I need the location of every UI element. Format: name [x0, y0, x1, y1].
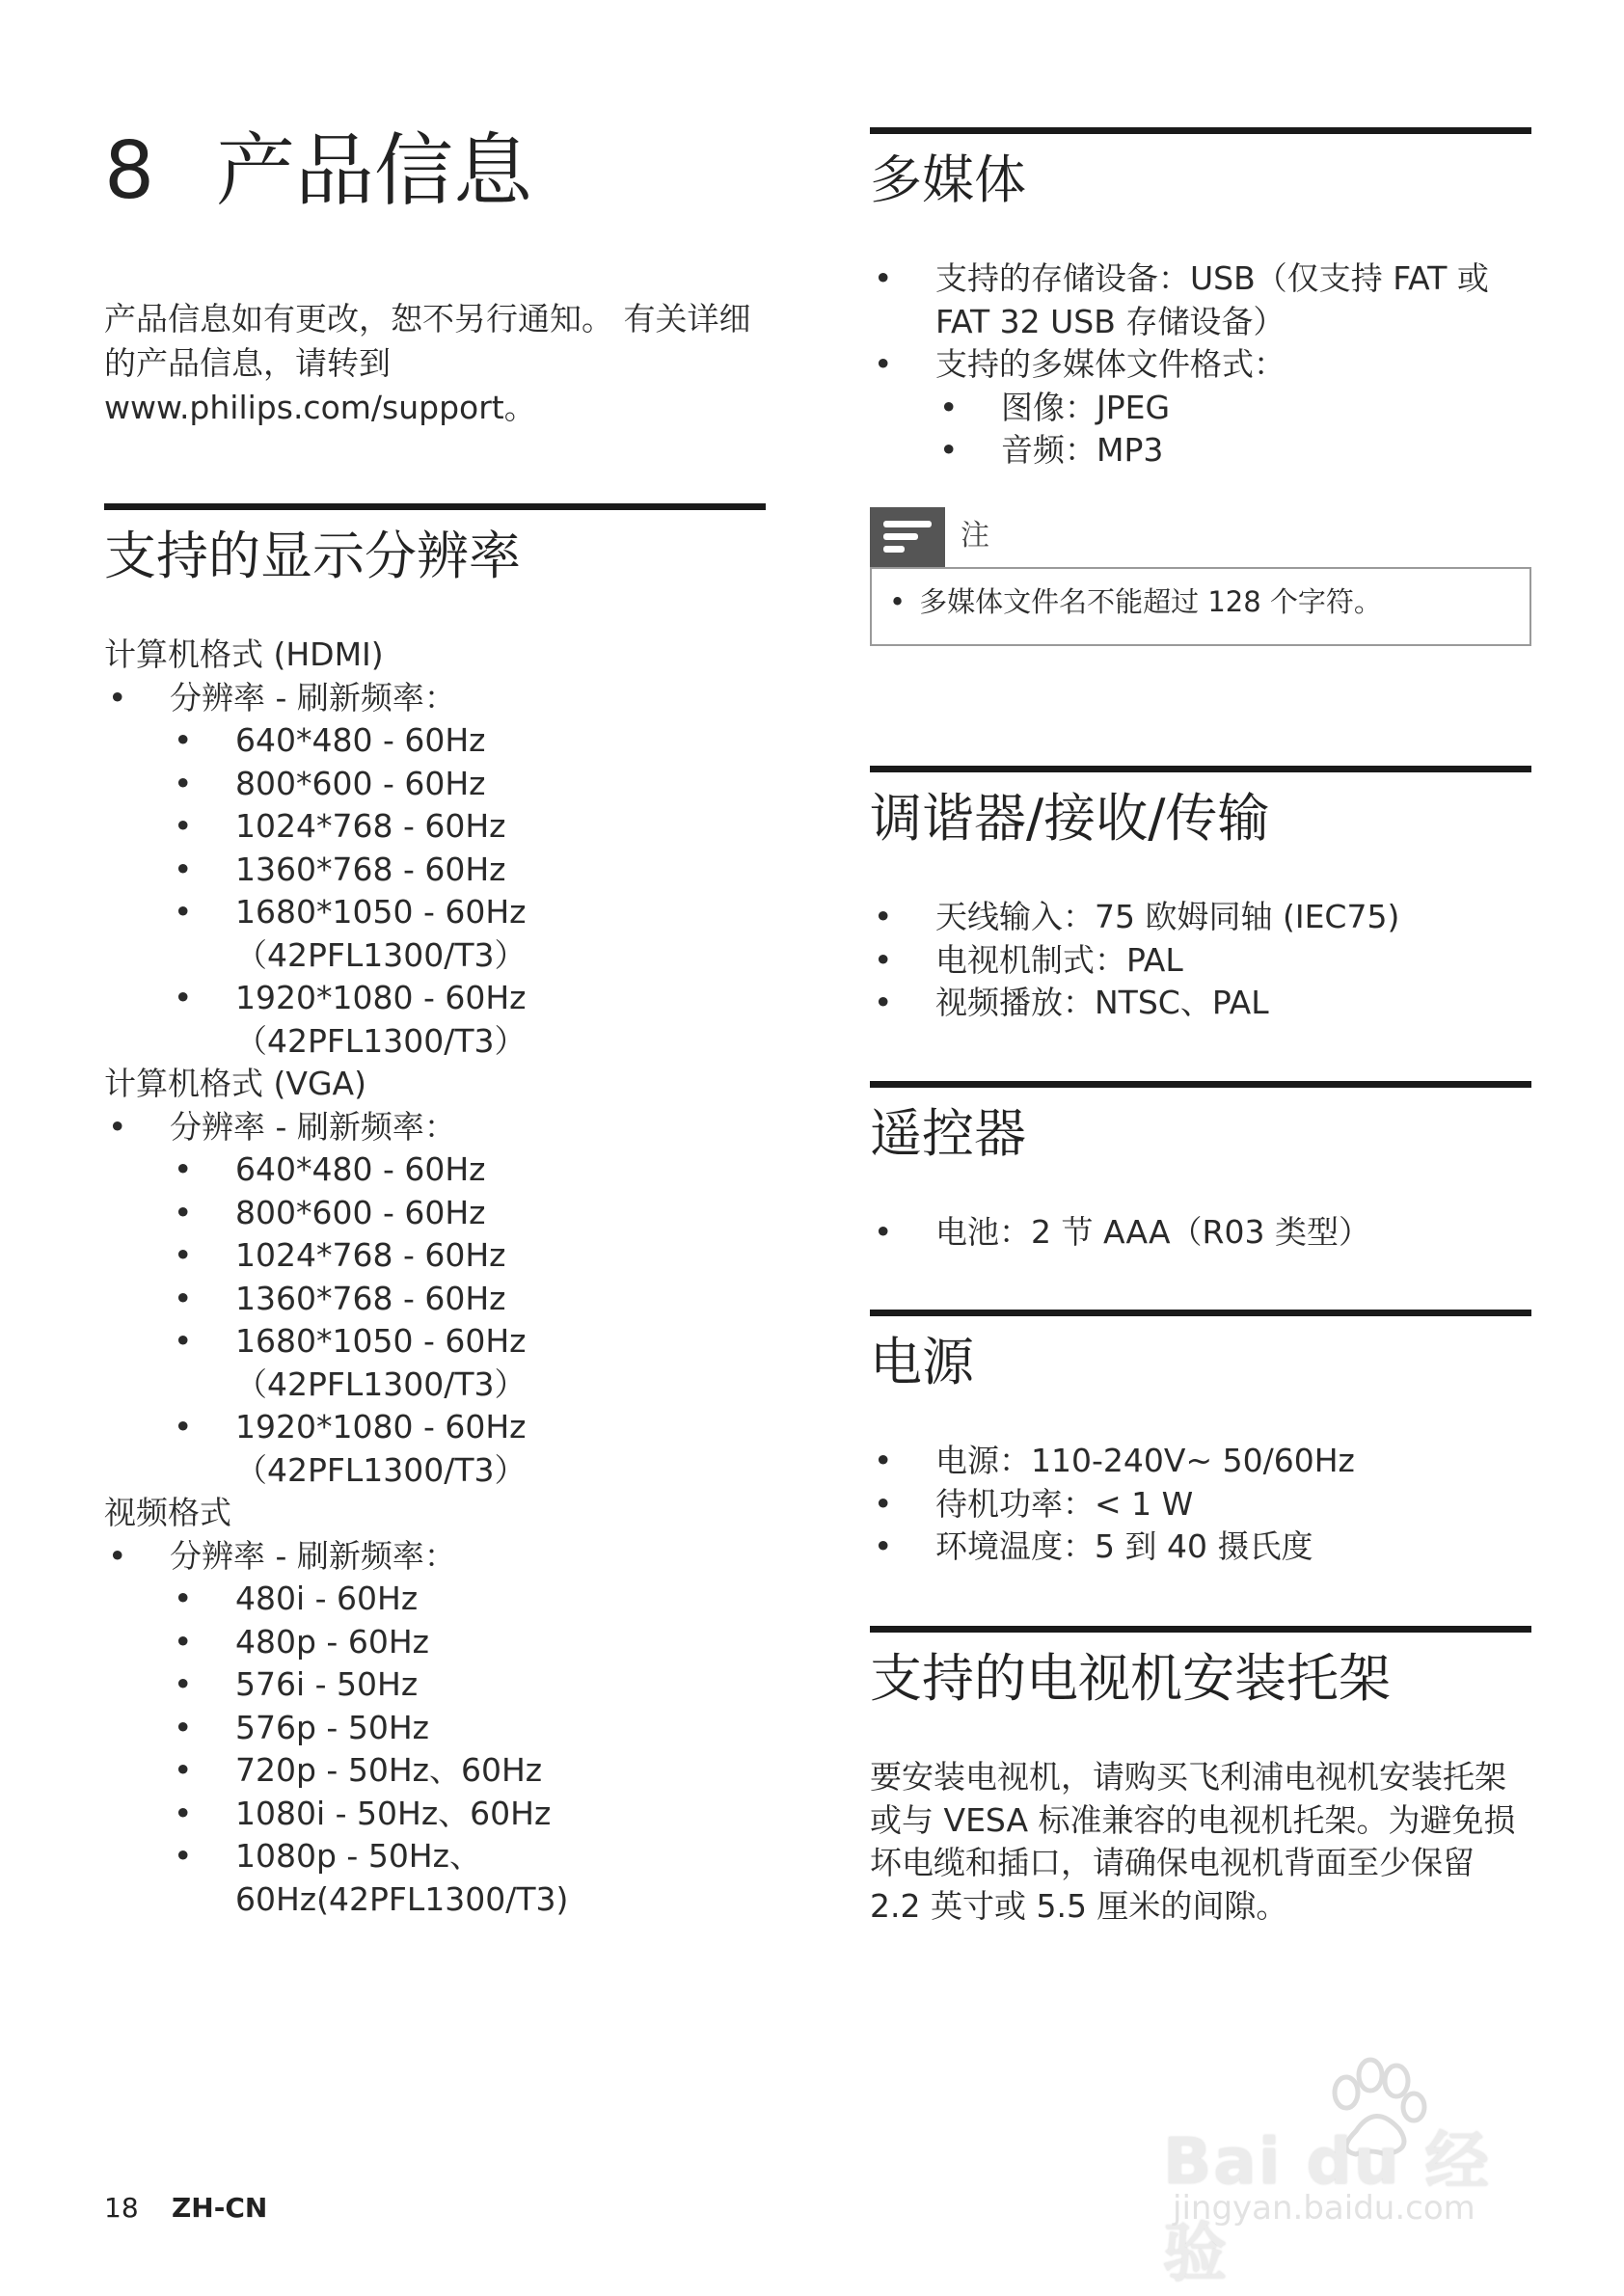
section-tv-mount	[870, 1626, 1531, 1928]
format-audio: 音频：MP3	[1001, 431, 1164, 469]
list-item	[170, 1278, 766, 1321]
list-item-text: 800*600 - 60Hz	[235, 1193, 486, 1231]
list-item	[170, 891, 766, 977]
format-group-label: 计算机格式 (HDMI)	[104, 635, 384, 673]
list-item-text: 1080p - 50Hz、60Hz(42PFL1300/T3)	[235, 1837, 569, 1918]
storage-devices: 支持的存储设备：USB（仅支持 FAT 或 FAT 32 USB 存储设备）	[935, 259, 1489, 340]
format-group-label: 视频格式	[104, 1494, 231, 1531]
list-item	[104, 677, 766, 1064]
format-group-label: 计算机格式 (VGA)	[104, 1065, 366, 1102]
list-item-text: 分辨率 - 刷新频率：	[170, 1107, 456, 1146]
bullet: •	[174, 1279, 193, 1317]
list-item-text: 720p - 50Hz、60Hz	[235, 1751, 543, 1789]
bullet: •	[874, 984, 893, 1021]
chapter-title-text: 产品信息	[216, 125, 533, 217]
note-icon	[870, 507, 945, 567]
watermark-url: jingyan.baidu.com	[1173, 2189, 1475, 2228]
list-item	[170, 1320, 766, 1406]
list-item	[870, 257, 1531, 343]
list-item-text: 640*480 - 60Hz	[235, 721, 486, 759]
bullet: •	[174, 807, 193, 845]
section-body	[870, 1756, 1531, 1928]
list-item	[870, 896, 1531, 939]
list-item	[170, 719, 766, 763]
list-item-text: 480i - 60Hz	[235, 1580, 419, 1617]
list-item-text: 电池：2 节 AAA（R03 类型）	[935, 1213, 1370, 1251]
bullet: •	[874, 1527, 893, 1565]
bullet: •	[174, 1408, 193, 1445]
list-item	[170, 849, 766, 892]
bullet: •	[874, 1484, 893, 1523]
list-item	[170, 1621, 766, 1664]
file-formats-label: 支持的多媒体文件格式：	[935, 345, 1286, 383]
section-heading: 多媒体	[870, 149, 1026, 210]
section-rule	[870, 1081, 1531, 1088]
list-item-text: 1920*1080 - 60Hz（42PFL1300/T3）	[235, 1408, 527, 1489]
section-heading: 支持的显示分辨率	[104, 526, 521, 586]
list-item	[170, 1707, 766, 1750]
list-item	[170, 1406, 766, 1492]
section-rule	[870, 1626, 1531, 1633]
list-item-text: 视频播放：NTSC、PAL	[935, 984, 1269, 1021]
list-item	[870, 1211, 1531, 1255]
list-item-text: 待机功率：< 1 W	[935, 1484, 1194, 1523]
bullet: •	[874, 898, 893, 935]
note-content	[870, 567, 1531, 646]
section-display-resolutions	[104, 503, 766, 1921]
list-item	[170, 1192, 766, 1235]
bullet: •	[174, 1150, 193, 1188]
list-item-text: 800*600 - 60Hz	[235, 764, 486, 802]
list-item-text: 1680*1050 - 60Hz（42PFL1300/T3）	[235, 1322, 527, 1403]
list-item	[170, 1749, 766, 1793]
list-item	[170, 1663, 766, 1707]
list-item-text: 分辨率 - 刷新频率：	[170, 1536, 456, 1575]
page-footer	[104, 2191, 267, 2226]
section-power	[870, 1310, 1531, 1569]
bullet: •	[174, 1322, 193, 1360]
list-item-text: 分辨率 - 刷新频率：	[170, 678, 456, 716]
section-body	[104, 634, 766, 1921]
bullet: •	[108, 678, 127, 716]
list-item	[870, 1440, 1531, 1483]
bullet: •	[108, 1536, 127, 1575]
list-item	[870, 1526, 1531, 1569]
list-item	[170, 1793, 766, 1836]
list-item-text: 576p - 50Hz	[235, 1708, 429, 1746]
page-number: 18	[104, 2192, 139, 2224]
section-body	[870, 1211, 1531, 1255]
bullet: •	[174, 850, 193, 888]
bullet: •	[174, 1193, 193, 1231]
bullet: •	[174, 1708, 193, 1746]
note-text: 多媒体文件名不能超过 128 个字符。	[919, 584, 1382, 618]
bullet: •	[174, 1794, 193, 1832]
section-tuner	[870, 766, 1531, 1025]
section-rule	[104, 503, 766, 510]
list-item	[104, 1106, 766, 1493]
section-heading: 调谐器/接收/传输	[870, 788, 1270, 849]
list-item	[170, 1835, 766, 1921]
bullet: •	[874, 259, 893, 297]
section-multimedia	[870, 127, 1531, 646]
list-item-text: 天线输入：75 欧姆同轴 (IEC75)	[935, 898, 1400, 935]
list-item-text: 1024*768 - 60Hz	[235, 807, 506, 845]
list-item	[104, 1535, 766, 1922]
list-item-text: 1024*768 - 60Hz	[235, 1236, 506, 1274]
section-body	[870, 1440, 1531, 1569]
bullet: •	[874, 940, 893, 979]
list-item	[870, 982, 1531, 1025]
section-heading: 支持的电视机安装托架	[870, 1648, 1391, 1709]
bullet: •	[174, 1622, 193, 1661]
bullet: •	[939, 388, 959, 426]
list-item	[935, 387, 1531, 430]
bullet: •	[174, 1837, 193, 1875]
list-item-text: 1080i - 50Hz、60Hz	[235, 1794, 552, 1832]
bullet: •	[174, 721, 193, 759]
list-item	[170, 977, 766, 1063]
list-item	[170, 1578, 766, 1621]
bullet: •	[889, 584, 907, 618]
section-body	[870, 896, 1531, 1025]
note-header	[870, 507, 1531, 567]
list-item-text: 1360*768 - 60Hz	[235, 1279, 506, 1317]
list-item-text: 1920*1080 - 60Hz（42PFL1300/T3）	[235, 979, 527, 1060]
chapter-title	[104, 114, 532, 230]
list-item	[170, 1148, 766, 1192]
list-item-text: 电视机制式：PAL	[935, 940, 1183, 979]
section-body	[870, 257, 1531, 646]
list-item-text: 电源：110-240V~ 50/60Hz	[935, 1442, 1355, 1479]
format-image: 图像：JPEG	[1001, 388, 1171, 426]
section-rule	[870, 127, 1531, 134]
bullet: •	[874, 345, 893, 383]
list-item-text: 480p - 60Hz	[235, 1622, 429, 1661]
bullet: •	[174, 1236, 193, 1274]
section-rule	[870, 1310, 1531, 1316]
section-heading: 遥控器	[870, 1103, 1026, 1164]
note-label: 注	[961, 518, 989, 553]
bullet: •	[939, 431, 959, 469]
language-code: ZH-CN	[172, 2192, 268, 2224]
list-item-text: 环境温度：5 到 40 摄氏度	[935, 1527, 1313, 1565]
bullet: •	[174, 1580, 193, 1617]
list-item	[870, 939, 1531, 983]
section-remote	[870, 1081, 1531, 1255]
list-item-text: 1360*768 - 60Hz	[235, 850, 506, 888]
list-item	[170, 1234, 766, 1278]
bullet: •	[874, 1213, 893, 1251]
list-item	[170, 763, 766, 806]
section-heading: 电源	[870, 1332, 974, 1392]
bullet: •	[174, 979, 193, 1016]
baidu-watermark	[1153, 2054, 1539, 2290]
bullet: •	[174, 1665, 193, 1703]
watermark-brand: Bai du 经验	[1163, 2124, 1491, 2290]
list-item	[870, 1483, 1531, 1526]
bullet: •	[108, 1107, 127, 1146]
list-item	[870, 343, 1531, 473]
list-item	[935, 429, 1531, 473]
list-item-text: 576i - 50Hz	[235, 1665, 419, 1703]
section-rule	[870, 766, 1531, 772]
bullet: •	[174, 764, 193, 802]
intro-paragraph: 产品信息如有更改，恕不另行通知。 有关详细的产品信息，请转到 www.philips.com/support。	[104, 300, 751, 426]
list-item-text: 1680*1050 - 60Hz（42PFL1300/T3）	[235, 893, 527, 974]
list-item	[170, 805, 766, 849]
note-box	[870, 507, 1531, 646]
chapter-number: 8	[104, 125, 155, 217]
bullet: •	[174, 1751, 193, 1789]
mount-paragraph: 要安装电视机，请购买飞利浦电视机安装托架或与 VESA 标准兼容的电视机托架。为避免损坏电缆和插口，请确保电视机背面至少保留 2.2 英寸或 5.5 厘米的间隙。	[870, 1758, 1516, 1925]
list-item-text: 640*480 - 60Hz	[235, 1150, 486, 1188]
bullet: •	[174, 893, 193, 931]
bullet: •	[874, 1442, 893, 1479]
